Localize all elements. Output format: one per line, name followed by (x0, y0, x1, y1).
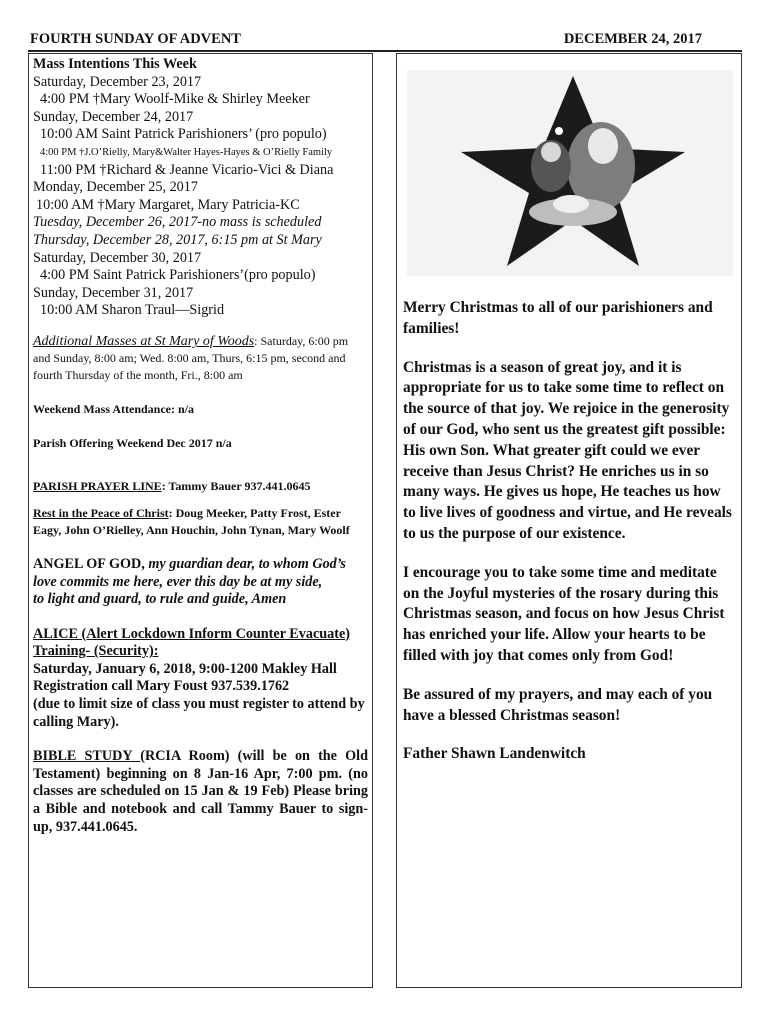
letter-paragraph: Christmas is a season of great joy, and it is appropriate for us to take some time to reflect on the source of that joy. We rejoice in the generosity of our God, who sent us the greatest gift possible: His own Son. What greater gift could we ever receive than Jesus Christ? He enriches us in so many ways. He gives us hope, He teaches us how to live lives of goodness and virtue, and He reveals to us the purpose of our existence. (403, 358, 732, 542)
mass-line: Sunday, December 24, 2017 (33, 108, 194, 125)
bible-study (33, 748, 368, 836)
additional-masses-label: Additional Masses at St Mary of Woods (33, 333, 255, 349)
mass-line: 4:00 PM †Mary Woolf-Mike & Shirley Meeker (40, 91, 310, 108)
mass-line: 10:00 AM Sharon Traul—Sigrid (40, 302, 225, 319)
bible-study-label: BIBLE STUDY (33, 748, 141, 765)
prayer-line-text: : Tammy Bauer 937.441.0645 (161, 478, 311, 493)
mass-attendance: Weekend Mass Attendance: n/a (33, 401, 195, 416)
left-column (28, 53, 373, 988)
parish-offering: Parish Offering Weekend Dec 2017 n/a (33, 435, 232, 450)
rest-in-peace (33, 505, 368, 539)
mass-line: Tuesday, December 26, 2017-no mass is scheduled (33, 214, 322, 231)
prayer-line (33, 478, 368, 495)
additional-masses-text: : Saturday, 6:00 pm and Sunday, 8:00 am; Wed. 8:00 am, Thurs, 6:15 pm, second and fourth Thursday of the month, Fri., 8:00 am (33, 333, 349, 382)
mass-line: 4:00 PM †J.O’Rielly, Mary&Walter Hayes-Hayes & O’Rielly Family (40, 146, 333, 158)
mass-line: 10:00 AM †Mary Margaret, Mary Patricia-KC (36, 196, 300, 213)
prayer-line-label: PARISH PRAYER LINE (33, 478, 162, 493)
mass-line: Saturday, December 23, 2017 (33, 73, 202, 90)
mass-line: Saturday, December 30, 2017 (33, 249, 202, 266)
mass-line: Thursday, December 28, 2017, 6:15 pm at St Mary (33, 231, 322, 248)
alice-line: (due to limit size of class you must register to attend by calling Mary). (33, 696, 365, 730)
signature: Father Shawn Landenwitch (403, 745, 586, 763)
mass-title: Mass Intentions This Week (33, 56, 197, 72)
rest-label: Rest in the Peace of Christ (33, 505, 169, 520)
bible-study-text: (RCIA Room) (will be on the Old Testament) beginning on 8 Jan-16 Apr, 7:00 pm. (no classes are scheduled on 15 Jan & 19 Feb) Please bring a Bible and notebook and call Tammy Bauer to sign-up, 937.441.0645. (33, 748, 368, 835)
greeting-paragraph: Merry Christmas to all of our parishioners and families! (403, 299, 713, 337)
letter-paragraph: I encourage you to take some time and meditate on the Joyful mysteries of the rosary during this Christmas season, and focus on how Jesus Christ has enriched your life. Allow your hearts to be filled with joy that comes only from God! (403, 563, 725, 664)
header-date: DECEMBER 24, 2017 (563, 31, 702, 47)
angel-prayer (33, 556, 368, 591)
alice-line: Registration call Mary Foust 937.539.1762 (33, 678, 290, 695)
page-header (28, 30, 742, 52)
header-title: FOURTH SUNDAY OF ADVENT (30, 31, 241, 47)
mass-line: Monday, December 25, 2017 (33, 179, 198, 196)
letter-paragraph: Be assured of my prayers, and may each of you have a blessed Christmas season! (403, 685, 713, 724)
alice-title: ALICE (Alert Lockdown Inform Counter Evacuate) Training- (Security): (33, 625, 350, 660)
angel-title: ANGEL OF GOD, (33, 555, 149, 572)
angel-line1: my guardian dear, to whom God’s love commits me here, ever this day be at my side, (33, 555, 346, 590)
nativity-star-image (403, 68, 747, 278)
mass-line: 4:00 PM Saint Patrick Parishioners’(pro populo) (40, 267, 316, 284)
alice-line: Saturday, January 6, 2018, 9:00-1200 Makley Hall (33, 660, 337, 677)
mass-line: 10:00 AM Saint Patrick Parishioners’ (pro populo) (40, 126, 327, 143)
mass-line: 11:00 PM †Richard & Jeanne Vicario-Vici & Diana (40, 161, 334, 178)
additional-masses (33, 333, 368, 384)
rest-text: : Doug Meeker, Patty Frost, Ester Eagy, John O’Rielley, Ann Houchin, John Tynan, Mary Woolf (33, 505, 350, 537)
right-column (396, 53, 742, 988)
angel-line2: to light and guard, to rule and guide, Amen (33, 591, 287, 608)
mass-line: Sunday, December 31, 2017 (33, 284, 194, 301)
